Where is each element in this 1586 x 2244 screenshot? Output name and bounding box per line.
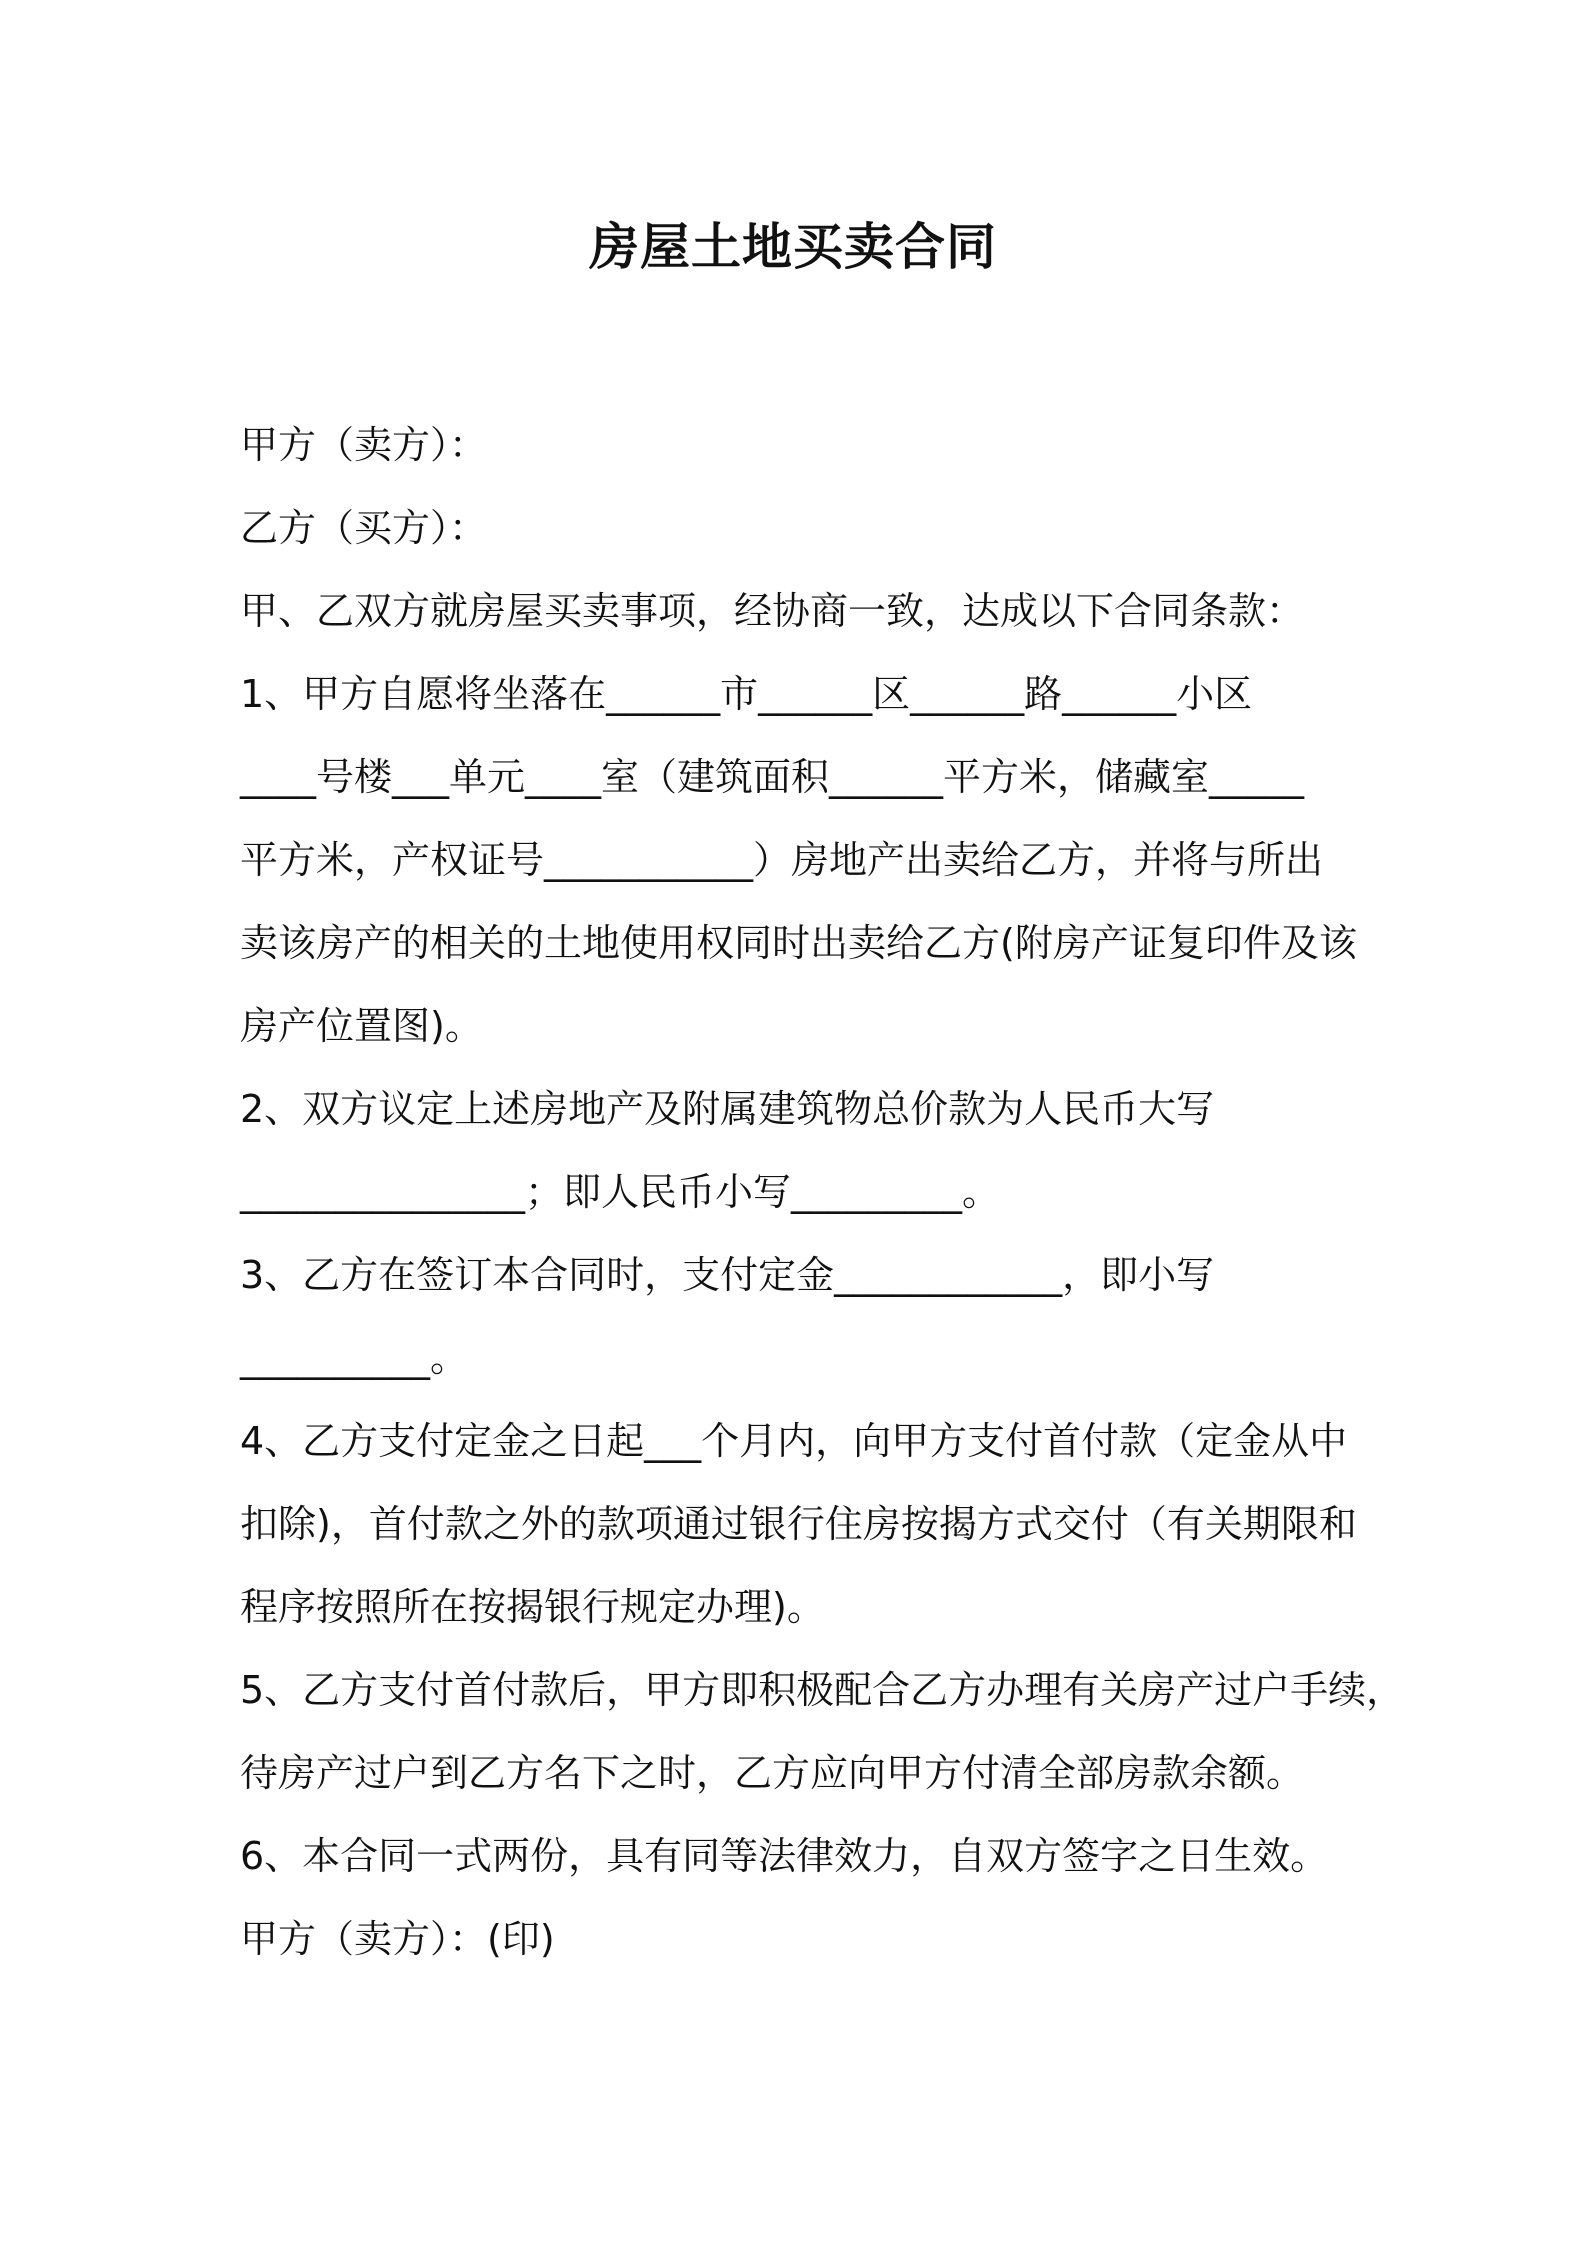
clause-3-line-2: __________。 xyxy=(240,1336,469,1380)
clause-3-line-1: 3、乙方在签订本合同时，支付定金____________，即小写 xyxy=(240,1253,1215,1297)
clause-1-line-2: ____号楼___单元____室（建筑面积______平方米，储藏室_____ xyxy=(240,755,1305,799)
clause-5-line-2: 待房产过户到乙方名下之时，乙方应向甲方付清全部房款余额。 xyxy=(240,1751,1305,1795)
clause-4-line-2: 扣除)，首付款之外的款项通过银行住房按揭方式交付（有关期限和 xyxy=(240,1502,1357,1546)
clause-1-line-3: 平方米，产权证号___________）房地产出卖给乙方，并将与所出 xyxy=(240,838,1324,882)
document-body xyxy=(240,404,1405,1981)
clause-4-line-1: 4、乙方支付定金之日起___个月内，向甲方支付首付款（定金从中 xyxy=(240,1419,1348,1463)
buyer-party-line: 乙方（买方）： xyxy=(240,506,488,550)
clause-6-line: 6、本合同一式两份，具有同等法律效力，自双方签字之日生效。 xyxy=(240,1834,1329,1878)
clause-1-line-5: 房产位置图)。 xyxy=(240,1004,483,1048)
clause-2-line-1: 2、双方议定上述房地产及附属建筑物总价款为人民币大写 xyxy=(240,1087,1215,1131)
clause-1-line-1: 1、甲方自愿将坐落在______市______区______路______小区 xyxy=(240,672,1253,716)
clause-1-line-4: 卖该房产的相关的土地使用权同时出卖给乙方(附房产证复印件及该 xyxy=(240,921,1357,965)
seller-party-line: 甲方（卖方）： xyxy=(240,423,488,467)
document-title: 房屋土地买卖合同 xyxy=(589,218,997,276)
preamble-line: 甲、乙双方就房屋买卖事项，经协商一致，达成以下合同条款： xyxy=(240,589,1305,633)
clause-5-line-1: 5、乙方支付首付款后，甲方即积极配合乙方办理有关房产过户手续， xyxy=(240,1668,1405,1712)
clause-2-line-2: _______________；即人民币小写_________。 xyxy=(240,1170,1001,1214)
clause-4-line-3: 程序按照所在按揭银行规定办理)。 xyxy=(240,1585,825,1629)
seller-signature-line: 甲方（卖方）：(印) xyxy=(240,1917,555,1961)
